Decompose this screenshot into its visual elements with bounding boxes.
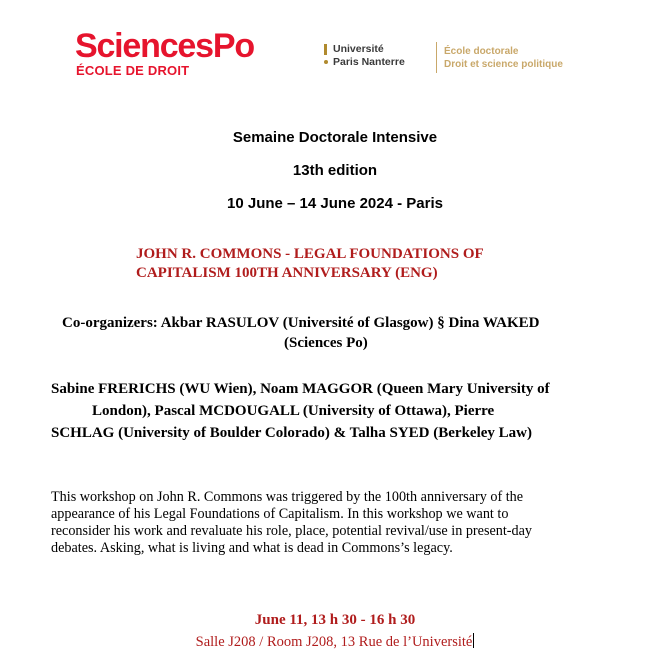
universite-bar-mark — [324, 44, 327, 55]
ecole-doctorale-logo — [444, 45, 563, 71]
coorganizers-line1: Co-organizers: Akbar RASULOV (Université of Glasgow) § Dina WAKED — [62, 315, 540, 331]
ecole-logo-line1: École doctorale — [444, 46, 519, 57]
universite-paris-nanterre-logo — [333, 43, 405, 69]
description-line: reconsider his work and revaluate his role, place, potential revival/use in present-day — [51, 523, 533, 539]
universite-logo-line2: Paris Nanterre — [333, 56, 405, 68]
text-cursor — [473, 633, 474, 648]
sciencespo-logo: SciencesPo — [75, 27, 254, 65]
speakers-line1: Sabine FRERICHS (WU Wien), Noam MAGGOR (Queen Mary University of — [51, 381, 550, 397]
description-line: appearance of his Legal Foundations of Capitalism. In this workshop we want to — [51, 506, 509, 522]
description-line: debates. Asking, what is living and what is dead in Commons’s legacy. — [51, 540, 453, 556]
logo-divider — [436, 42, 437, 73]
sciencespo-logo-subtitle: ÉCOLE DE DROIT — [76, 63, 190, 78]
event-dates: 10 June – 14 June 2024 - Paris — [227, 195, 443, 212]
coorganizers-line2: (Sciences Po) — [284, 335, 368, 351]
universite-dot-mark — [324, 60, 328, 64]
ecole-logo-line2: Droit et science politique — [444, 59, 563, 70]
session-room-line — [0, 633, 670, 651]
event-name: Semaine Doctorale Intensive — [232, 129, 438, 146]
workshop-title-line2: CAPITALISM 100TH ANNIVERSARY (ENG) — [136, 265, 438, 281]
workshop-description — [51, 489, 631, 557]
universite-logo-line1: Université — [333, 43, 384, 55]
workshop-title — [136, 245, 556, 283]
speakers-line3: SCHLAG (University of Boulder Colorado) & Talha SYED (Berkeley Law) — [51, 425, 532, 441]
event-edition: 13th edition — [292, 162, 378, 179]
speakers-line2: London), Pascal MCDOUGALL (University of Ottawa), Pierre — [92, 403, 495, 419]
session-room: Salle J208 / Room J208, 13 Rue de l’Université — [195, 634, 473, 650]
description-line: This workshop on John R. Commons was triggered by the 100th anniversary of the — [51, 489, 524, 505]
workshop-title-line1: JOHN R. COMMONS - LEGAL FOUNDATIONS OF — [136, 246, 484, 262]
session-time: June 11, 13 h 30 - 16 h 30 — [254, 612, 416, 628]
